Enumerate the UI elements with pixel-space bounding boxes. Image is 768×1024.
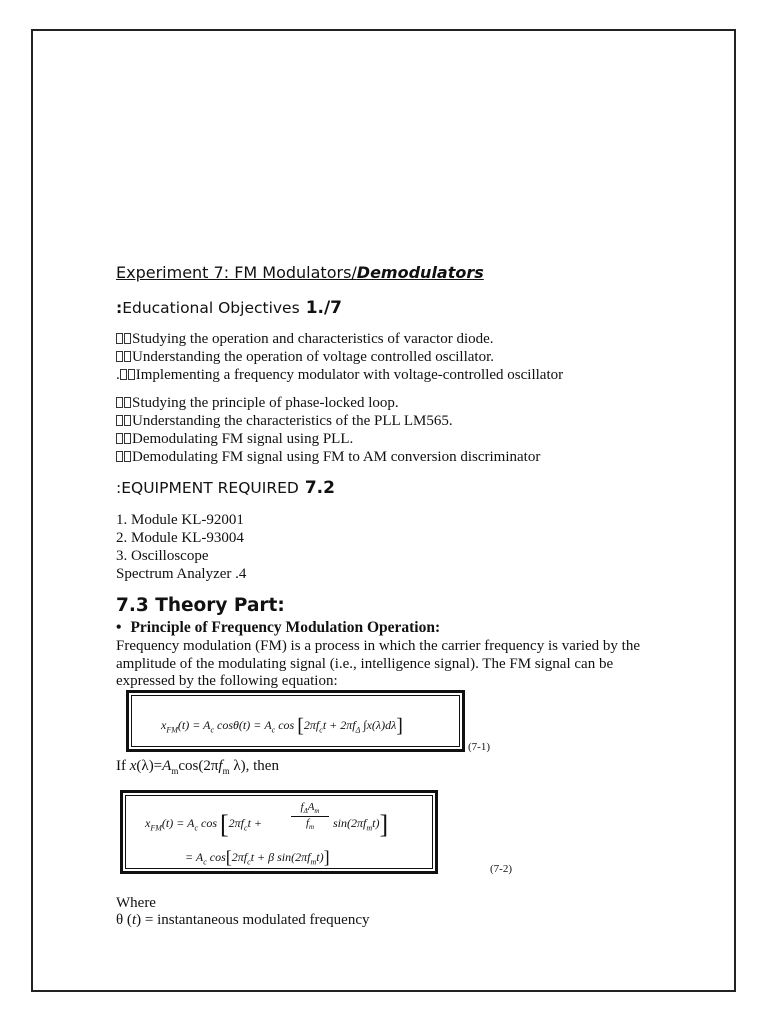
- bullet-glyph-icon: [116, 415, 123, 426]
- list-item: Spectrum Analyzer .4: [116, 566, 247, 582]
- bullet-glyph-icon: [128, 369, 135, 380]
- equation-2-fraction: $f_\Delta A_m$ $f_m$: [291, 801, 329, 831]
- list-item: Demodulating FM signal using PLL.: [116, 430, 540, 448]
- bullet-glyph-icon: [116, 451, 123, 462]
- bullet-glyph-icon: [116, 433, 123, 444]
- bullet-glyph-icon: [124, 451, 131, 462]
- list-item: 1. Module KL-92001: [116, 512, 244, 528]
- bullet-glyph-icon: [124, 333, 131, 344]
- bullet-glyph-icon: [116, 351, 123, 362]
- objectives-heading-text: Educational Objectives: [122, 299, 300, 317]
- list-item: Demodulating FM signal using FM to AM conversion discriminator: [116, 448, 540, 466]
- objectives-heading: :Educational Objectives 1./7: [116, 298, 343, 318]
- bullet-glyph-icon: [124, 415, 131, 426]
- equation-1-box: [126, 690, 465, 752]
- bullet-glyph-icon: [120, 369, 127, 380]
- equation-1-number: (7-1): [468, 741, 490, 753]
- equipment-heading: :EQUIPMENT REQUIRED 7.2: [116, 478, 335, 498]
- equation-1: $x_{FM}(t) = A_c$ $\cos\theta(t) = A_c$ $\cos [2\pi f_ct + 2\pi f_\Delta$ ∫x(λ)dλ]: [161, 715, 403, 737]
- objectives-list-1: [116, 330, 563, 384]
- where-label: Where: [116, 895, 156, 911]
- if-line: If $x(\lambda)=A_m\cos(2\pi f_m$ λ), then: [116, 758, 279, 776]
- equation-2-box: [120, 790, 438, 874]
- equation-2-number: (7-2): [490, 863, 512, 875]
- experiment-title: Experiment 7: FM Modulators/Demodulators: [116, 263, 484, 282]
- theta-definition: θ (t) = instantaneous modulated frequency: [116, 912, 370, 928]
- list-item: 2. Module KL-93004: [116, 530, 244, 546]
- objectives-list-2: [116, 394, 540, 466]
- list-item: . Implementing a frequency modulator with voltage-controlled oscillator: [116, 367, 564, 383]
- list-item: Understanding the characteristics of the PLL LM565.: [116, 412, 540, 430]
- equation-2-line-1-tail: $\sin(2\pi f_mt)$]: [333, 810, 389, 839]
- list-item: 3. Oscilloscope: [116, 548, 209, 564]
- bullet-glyph-icon: [116, 333, 123, 344]
- bullet-dot-icon: •: [116, 619, 122, 636]
- bullet-glyph-icon: [124, 397, 131, 408]
- bullet-heading: • Principle of Frequency Modulation Operation:: [116, 619, 441, 636]
- equipment-list: [116, 511, 246, 583]
- bullet-glyph-icon: [124, 433, 131, 444]
- equation-2-line-1: $x_{FM}(t) = A_c$ $\cos [2\pi f_ct$ +: [145, 810, 263, 839]
- bullet-glyph-icon: [124, 351, 131, 362]
- theory-heading: 7.3 Theory Part:: [116, 595, 285, 616]
- list-item: Studying the operation and characteristics of varactor diode.: [116, 330, 563, 348]
- list-item: Studying the principle of phase-locked loop.: [116, 394, 540, 412]
- list-item: Understanding the operation of voltage controlled oscillator.: [116, 348, 563, 366]
- equation-2-line-2: = $A_c$ $\cos[2\pi f_ct + \beta$ $\sin(2\pi f_mt)$]: [185, 847, 330, 867]
- body-paragraph: Frequency modulation (FM) is a process in which the carrier frequency is varied by the amplitude of the modulating signal (i.e., intelligence signal). The FM signal can be expressed by the following equation:: [116, 638, 641, 689]
- bullet-glyph-icon: [116, 397, 123, 408]
